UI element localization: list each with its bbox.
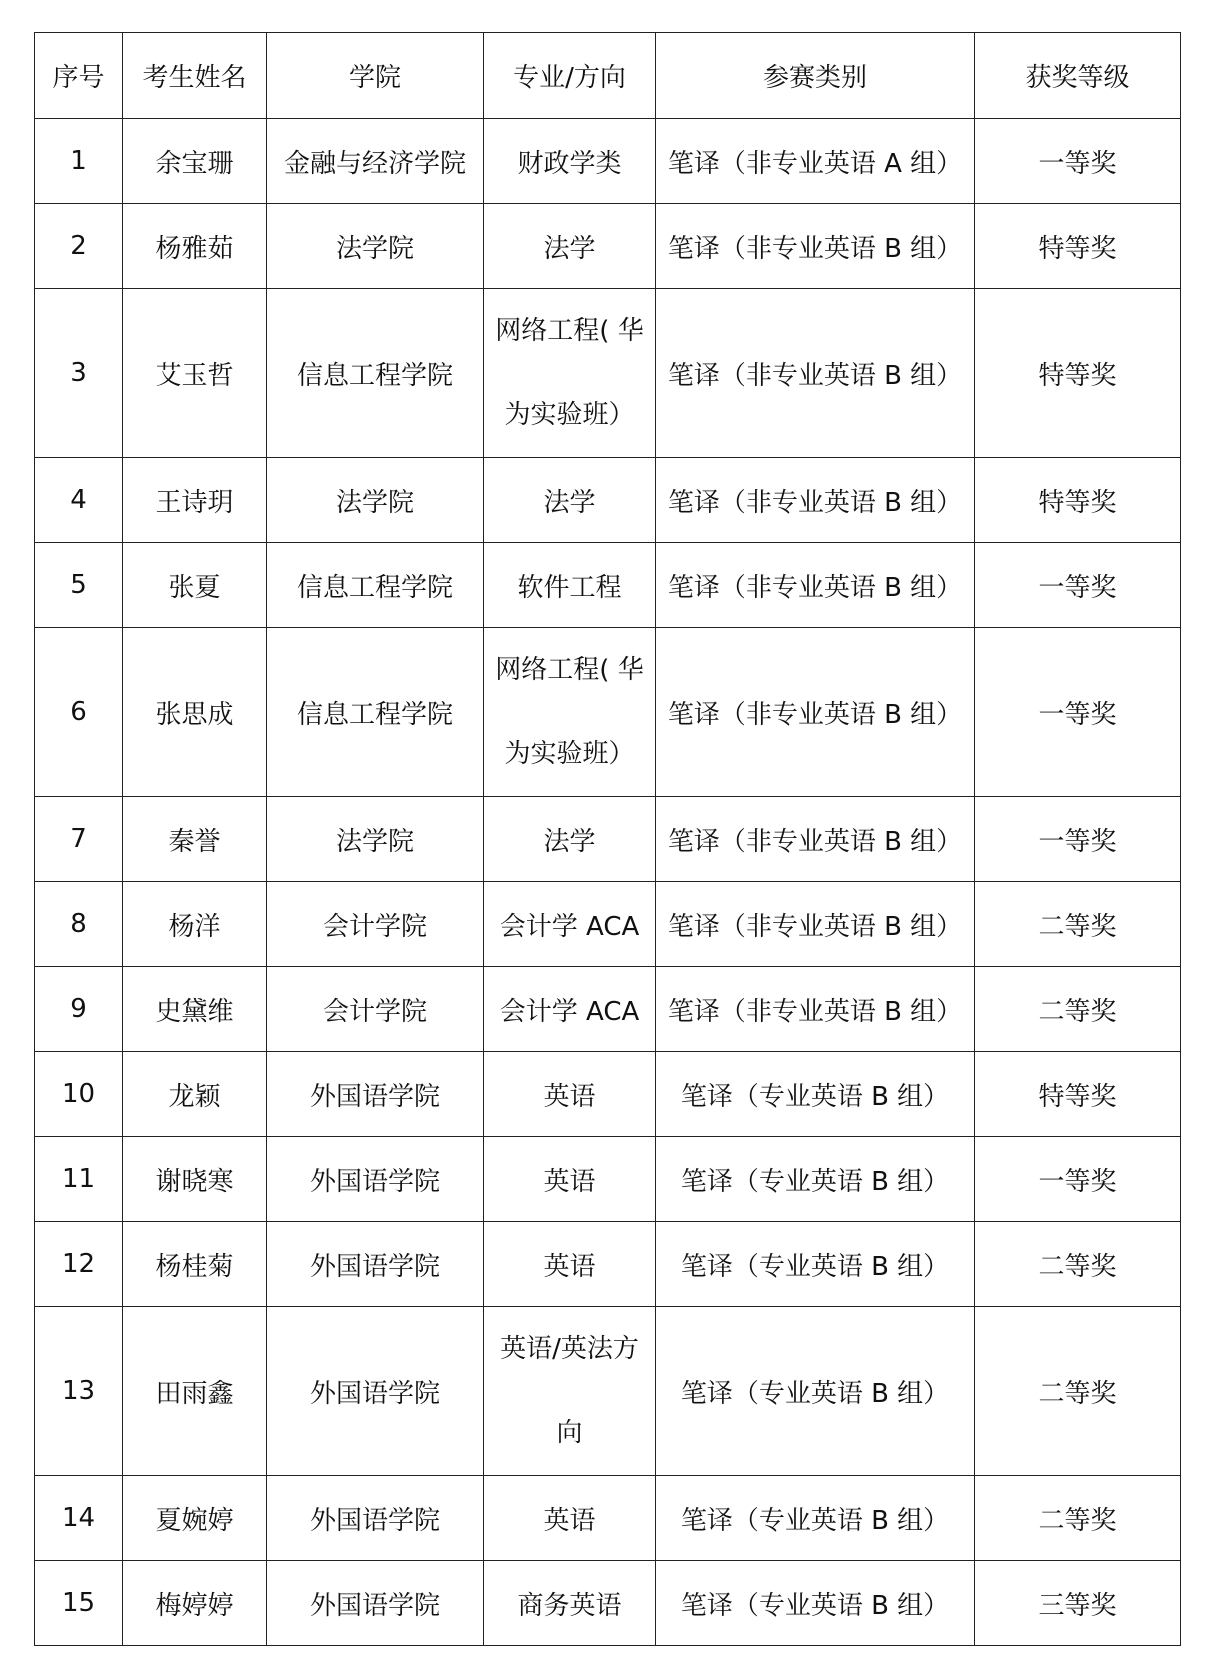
cell-category: 笔译（非专业英语 B 组） <box>656 797 975 882</box>
awards-table <box>34 32 1181 1646</box>
cell-college: 法学院 <box>267 458 484 543</box>
cell-index: 10 <box>35 1052 123 1137</box>
cell-award: 特等奖 <box>975 458 1181 543</box>
cell-major: 英语 <box>484 1222 656 1307</box>
cell-major: 英语/英法方向 <box>484 1307 656 1476</box>
cell-college: 法学院 <box>267 204 484 289</box>
cell-major: 法学 <box>484 204 656 289</box>
cell-award: 二等奖 <box>975 1476 1181 1561</box>
table-row <box>35 458 1181 543</box>
cell-college: 信息工程学院 <box>267 543 484 628</box>
cell-index: 8 <box>35 882 123 967</box>
cell-name: 龙颖 <box>123 1052 267 1137</box>
cell-name: 秦誉 <box>123 797 267 882</box>
cell-major: 法学 <box>484 797 656 882</box>
cell-name: 张夏 <box>123 543 267 628</box>
header-major: 专业/方向 <box>484 33 656 119</box>
cell-name: 张思成 <box>123 628 267 797</box>
cell-award: 二等奖 <box>975 1307 1181 1476</box>
table-row <box>35 797 1181 882</box>
cell-category: 笔译（非专业英语 B 组） <box>656 458 975 543</box>
cell-name: 杨桂菊 <box>123 1222 267 1307</box>
cell-name: 谢晓寒 <box>123 1137 267 1222</box>
table-row <box>35 289 1181 458</box>
cell-award: 特等奖 <box>975 289 1181 458</box>
cell-college: 信息工程学院 <box>267 289 484 458</box>
cell-name: 田雨鑫 <box>123 1307 267 1476</box>
cell-index: 1 <box>35 119 123 204</box>
table-row <box>35 628 1181 797</box>
cell-index: 11 <box>35 1137 123 1222</box>
cell-award: 二等奖 <box>975 882 1181 967</box>
header-college: 学院 <box>267 33 484 119</box>
cell-index: 13 <box>35 1307 123 1476</box>
header-name: 考生姓名 <box>123 33 267 119</box>
cell-award: 二等奖 <box>975 1222 1181 1307</box>
cell-category: 笔译（专业英语 B 组） <box>656 1222 975 1307</box>
cell-major: 英语 <box>484 1137 656 1222</box>
table-row <box>35 1476 1181 1561</box>
cell-index: 4 <box>35 458 123 543</box>
table-row <box>35 967 1181 1052</box>
header-category: 参赛类别 <box>656 33 975 119</box>
cell-award: 一等奖 <box>975 797 1181 882</box>
header-award: 获奖等级 <box>975 33 1181 119</box>
cell-award: 特等奖 <box>975 1052 1181 1137</box>
cell-name: 梅婷婷 <box>123 1561 267 1646</box>
cell-name: 余宝珊 <box>123 119 267 204</box>
cell-index: 5 <box>35 543 123 628</box>
cell-name: 史黛维 <box>123 967 267 1052</box>
cell-name: 杨雅茹 <box>123 204 267 289</box>
cell-category: 笔译（专业英语 B 组） <box>656 1052 975 1137</box>
cell-award: 一等奖 <box>975 628 1181 797</box>
cell-major: 会计学 ACA <box>484 882 656 967</box>
cell-major: 网络工程( 华为实验班） <box>484 628 656 797</box>
cell-category: 笔译（非专业英语 A 组） <box>656 119 975 204</box>
cell-category: 笔译（非专业英语 B 组） <box>656 543 975 628</box>
table-row <box>35 1137 1181 1222</box>
table-row <box>35 543 1181 628</box>
cell-category: 笔译（专业英语 B 组） <box>656 1476 975 1561</box>
cell-award: 二等奖 <box>975 967 1181 1052</box>
cell-name: 王诗玥 <box>123 458 267 543</box>
cell-college: 信息工程学院 <box>267 628 484 797</box>
table-row <box>35 1307 1181 1476</box>
table-row <box>35 1052 1181 1137</box>
cell-index: 14 <box>35 1476 123 1561</box>
cell-award: 一等奖 <box>975 543 1181 628</box>
cell-index: 12 <box>35 1222 123 1307</box>
cell-major: 软件工程 <box>484 543 656 628</box>
cell-award: 特等奖 <box>975 204 1181 289</box>
cell-category: 笔译（非专业英语 B 组） <box>656 882 975 967</box>
cell-major: 英语 <box>484 1052 656 1137</box>
table-row <box>35 882 1181 967</box>
cell-name: 艾玉哲 <box>123 289 267 458</box>
cell-college: 会计学院 <box>267 967 484 1052</box>
cell-college: 外国语学院 <box>267 1307 484 1476</box>
cell-major: 商务英语 <box>484 1561 656 1646</box>
cell-award: 一等奖 <box>975 1137 1181 1222</box>
cell-major: 网络工程( 华为实验班） <box>484 289 656 458</box>
cell-award: 三等奖 <box>975 1561 1181 1646</box>
cell-category: 笔译（非专业英语 B 组） <box>656 204 975 289</box>
table-row <box>35 1222 1181 1307</box>
cell-college: 外国语学院 <box>267 1052 484 1137</box>
cell-college: 金融与经济学院 <box>267 119 484 204</box>
cell-college: 外国语学院 <box>267 1476 484 1561</box>
cell-name: 夏婉婷 <box>123 1476 267 1561</box>
cell-index: 15 <box>35 1561 123 1646</box>
table-row <box>35 119 1181 204</box>
cell-category: 笔译（专业英语 B 组） <box>656 1561 975 1646</box>
cell-index: 9 <box>35 967 123 1052</box>
cell-index: 6 <box>35 628 123 797</box>
cell-category: 笔译（非专业英语 B 组） <box>656 289 975 458</box>
table-row <box>35 1561 1181 1646</box>
cell-category: 笔译（专业英语 B 组） <box>656 1307 975 1476</box>
cell-category: 笔译（非专业英语 B 组） <box>656 967 975 1052</box>
cell-index: 2 <box>35 204 123 289</box>
cell-college: 外国语学院 <box>267 1561 484 1646</box>
cell-major: 财政学类 <box>484 119 656 204</box>
cell-college: 外国语学院 <box>267 1137 484 1222</box>
cell-major: 英语 <box>484 1476 656 1561</box>
cell-major: 会计学 ACA <box>484 967 656 1052</box>
cell-college: 外国语学院 <box>267 1222 484 1307</box>
cell-category: 笔译（专业英语 B 组） <box>656 1137 975 1222</box>
cell-college: 会计学院 <box>267 882 484 967</box>
cell-award: 一等奖 <box>975 119 1181 204</box>
table-row <box>35 204 1181 289</box>
cell-index: 3 <box>35 289 123 458</box>
cell-name: 杨洋 <box>123 882 267 967</box>
cell-major: 法学 <box>484 458 656 543</box>
table-header-row <box>35 33 1181 119</box>
cell-category: 笔译（非专业英语 B 组） <box>656 628 975 797</box>
cell-college: 法学院 <box>267 797 484 882</box>
cell-index: 7 <box>35 797 123 882</box>
header-index: 序号 <box>35 33 123 119</box>
